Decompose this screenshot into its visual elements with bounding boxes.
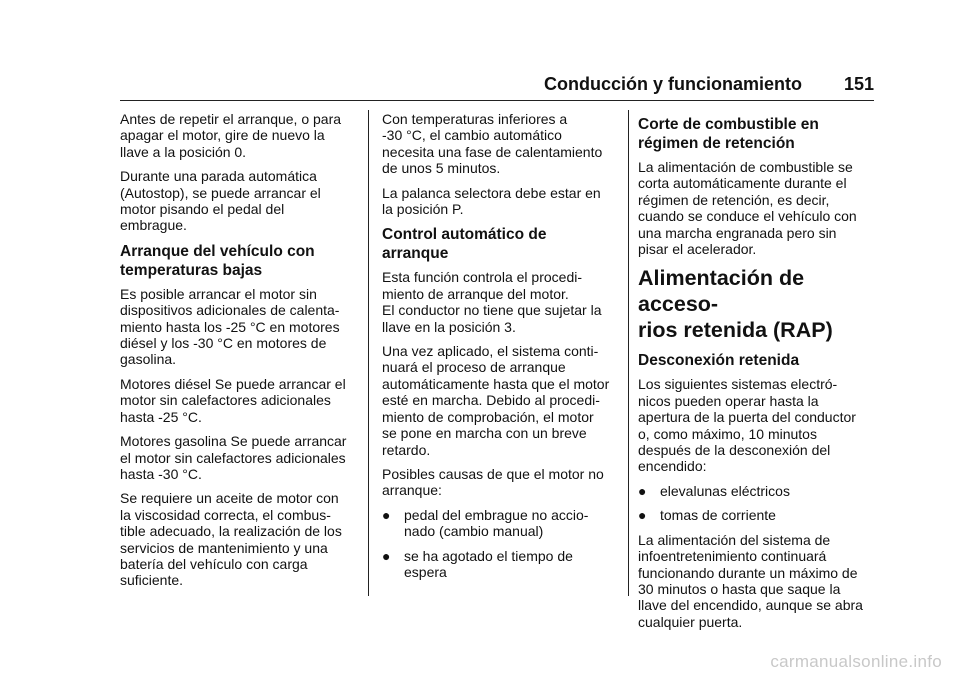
paragraph: Una vez aplicado, el sistema conti- nuará el proceso de arranque automáticamente hasta que el motor esté en marcha. Debido al procedi- miento de comprobación, el motor se pone en marcha con un breve retardo. — [382, 343, 610, 458]
list-item — [638, 483, 876, 499]
column-divider — [368, 110, 369, 596]
paragraph: La palanca selectora debe estar en la posición P. — [382, 184, 601, 218]
paragraph: Posibles causas de que el motor no arranque: — [382, 465, 604, 499]
list-item-text: pedal del embrague no accio- nado (cambio manual) — [404, 506, 589, 540]
column-1 — [120, 111, 358, 597]
paragraph: Motores gasolina Se puede arrancar el motor sin calefactores adicionales hasta -30 °C. — [120, 433, 347, 482]
paragraph: Los siguientes sistemas electró- nicos pueden operar hasta la apertura de la puerta del conductor o, como máximo, 10 minutos después de la desconexión del encendido: — [638, 376, 856, 475]
bullet-icon: ● — [382, 506, 391, 523]
section-heading: Desconexión retenida — [638, 352, 800, 370]
paragraph: La alimentación de combustible se corta automáticamente durante el régimen de retención, es decir, cuando se conduce el vehículo con una marcha engranada pero sin pisar el acelerador. — [638, 159, 857, 258]
column-divider — [628, 110, 629, 596]
page-number: 151 — [843, 74, 874, 94]
section-heading: Corte de combustible en régimen de retención — [638, 116, 819, 152]
column-3 — [638, 111, 876, 638]
paragraph: Se requiere un aceite de motor con la viscosidad correcta, el combus- tible adecuado, la realización de los servicios de mantenimiento y una batería del vehículo con carga suficiente. — [120, 490, 342, 589]
watermark: carmanualsonline.info — [770, 652, 942, 671]
list-item-text: elevalunas eléctricos — [660, 482, 790, 499]
page-header — [120, 74, 874, 96]
paragraph: Esta función controla el procedi- miento de arranque del motor. El conductor no tiene que sujetar la llave en la posición 3. — [382, 269, 602, 335]
section-heading: Control automático de arranque — [382, 226, 547, 263]
list-item-text: se ha agotado el tiempo de espera — [404, 547, 573, 580]
paragraph: Motores diésel Se puede arrancar el motor sin calefactores adicionales hasta -25 °C. — [120, 375, 346, 425]
list-item — [382, 548, 620, 581]
section-heading: Arranque del vehículo con temperaturas bajas — [120, 242, 315, 279]
chapter-heading: Alimentación de acceso- rios retenida (RAP) — [638, 266, 833, 343]
paragraph: La alimentación del sistema de infoentretenimiento continuará funcionando durante un máximo de 30 minutos o hasta que saque la llave del encendido, aunque se abra cualquier puerta. — [638, 531, 863, 630]
paragraph: Con temperaturas inferiores a -30 °C, el cambio automático necesita una fase de calentamiento de unos 5 minutos. — [382, 111, 603, 177]
bullet-icon: ● — [638, 482, 647, 499]
column-2 — [382, 111, 620, 588]
list-item — [638, 507, 876, 523]
bullet-icon: ● — [382, 547, 391, 564]
list-item — [382, 507, 620, 540]
list-item-text: tomas de corriente — [660, 507, 776, 524]
paragraph: Durante una parada automática (Autostop), se puede arrancar el motor pisando el pedal del embrague. — [120, 168, 321, 234]
section-title: Conducción y funcionamiento — [543, 74, 802, 94]
paragraph: Es posible arrancar el motor sin dispositivos adicionales de calenta- miento hasta los -25 °C en motores diésel y los -30 °C en motores de gasolina. — [120, 285, 340, 368]
header-rule — [120, 100, 874, 101]
bullet-icon: ● — [638, 507, 647, 524]
paragraph: Antes de repetir el arranque, o para apagar el motor, gire de nuevo la llave a la posición 0. — [120, 111, 342, 160]
